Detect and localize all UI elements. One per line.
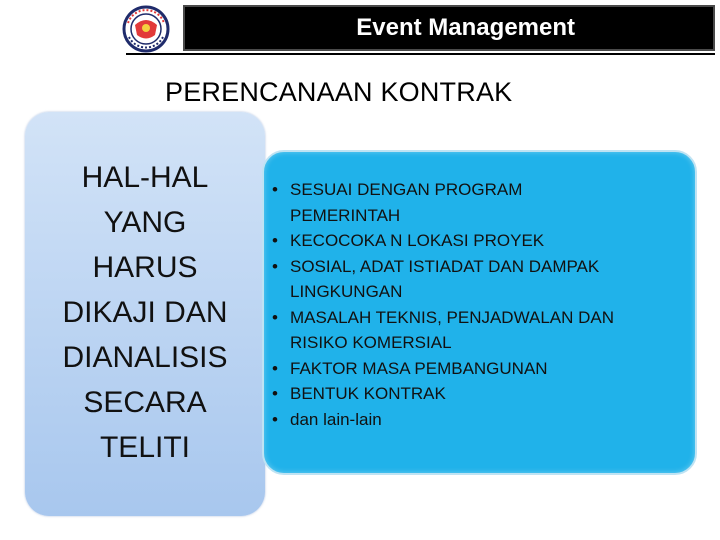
bullet-icon: •	[272, 231, 278, 250]
header-divider	[126, 53, 715, 55]
bullet-icon: •	[272, 384, 278, 403]
header-bar	[183, 5, 715, 51]
left-panel-line: HARUS	[92, 251, 198, 284]
bullet-item	[272, 177, 682, 228]
bullet-icon: •	[272, 358, 278, 378]
bullet-text: BENTUK KONTRAK	[290, 384, 446, 403]
bullet-text: SESUAI DENGAN PROGRAM	[290, 180, 523, 199]
bullet-item	[272, 228, 682, 254]
page-title: PERENCANAAN KONTRAK	[165, 77, 513, 107]
bullet-text: MASALAH TEKNIS, PENJADWALAN DAN	[290, 307, 615, 327]
bullet-item	[272, 356, 682, 382]
bullet-text-continued: PEMERINTAH	[290, 205, 401, 225]
bullet-item	[272, 381, 682, 407]
bullet-text: KECOCOKA N LOKASI PROYEK	[290, 231, 545, 250]
bullet-text: SOSIAL, ADAT ISTIADAT DAN DAMPAK	[290, 256, 600, 276]
left-panel-line: DIKAJI DAN	[62, 296, 228, 329]
bullet-text: dan lain-lain	[290, 409, 382, 429]
header-title: Event Management	[356, 14, 575, 41]
bullet-text-continued: LINGKUNGAN	[290, 282, 403, 301]
bullet-item	[272, 254, 682, 305]
bullet-icon: •	[272, 409, 278, 429]
left-panel-line: TELITI	[99, 431, 190, 464]
left-panel-text	[25, 155, 265, 470]
bullet-text-continued: RISIKO KOMERSIAL	[290, 333, 452, 352]
university-logo	[118, 5, 174, 53]
bullet-text: FAKTOR MASA PEMBANGUNAN	[290, 358, 548, 378]
bullet-icon: •	[272, 256, 278, 276]
bullet-item	[272, 407, 682, 433]
left-panel-line: SECARA	[83, 386, 207, 419]
bullet-item	[272, 305, 682, 356]
bullet-list	[272, 177, 682, 432]
left-panel-line: DIANALISIS	[62, 341, 228, 374]
bullet-icon: •	[272, 307, 278, 327]
left-panel-line: HAL-HAL	[81, 161, 209, 194]
left-panel-line: YANG	[103, 206, 187, 239]
university-seal-icon	[118, 5, 174, 53]
bullet-icon: •	[272, 180, 278, 199]
